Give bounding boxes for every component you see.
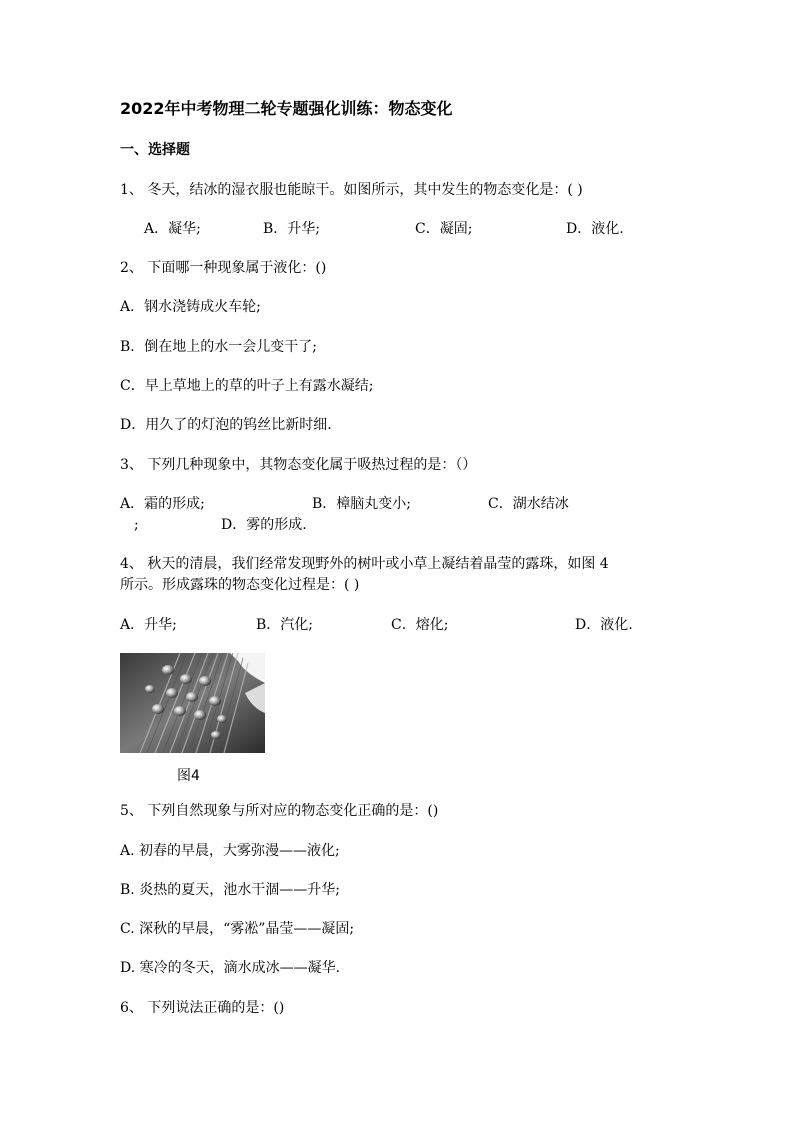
question-3-option-a: A．霜的形成; [120,496,205,512]
document-title: 2022年中考物理二轮专题强化训练：物态变化 [120,99,453,118]
question-5-option-c: C. 深秋的早晨，“雾凇”晶莹——凝固; [120,921,355,937]
question-3-option-b: B．樟脑丸变小; [312,496,412,512]
question-2-option-c: C．早上草地上的草的叶子上有露水凝结; [120,378,374,394]
question-2-option-d: D．用久了的灯泡的钨丝比新时细. [120,417,332,433]
figure-4-caption: 图4 [177,768,200,784]
dewdrops-photo [120,653,265,753]
question-4-option-c: C．熔化; [391,617,449,633]
question-5-option-b: B. 炎热的夏天，池水干涸——升华; [120,882,340,898]
question-3-option-c: C．湖水结冰 [488,496,569,512]
question-1-option-a: A．凝华; [144,221,201,237]
question-1-option-b: B．升华; [263,221,321,237]
question-4-option-b: B．汽化; [256,617,314,633]
question-1-option-d: D．液化. [566,221,624,237]
question-6-stem: 6、 下列说法正确的是：() [120,1000,285,1016]
question-4-option-d: D．液化. [575,617,633,633]
question-5-option-a: A. 初春的早晨，大雾弥漫——液化; [120,843,340,859]
question-2-option-b: B．倒在地上的水一会儿变干了; [120,339,318,355]
question-2-stem: 2、 下面哪一种现象属于液化：() [120,260,327,276]
question-4-stem-line-2: 所示。形成露珠的物态变化过程是：( ) [120,577,360,593]
question-4-option-a: A．升华; [120,617,177,633]
question-5-stem: 5、 下列自然现象与所对应的物态变化正确的是：() [120,803,439,819]
question-4-stem-line-1: 4、 秋天的清晨，我们经常发现野外的树叶或小草上凝结着晶莹的露珠，如图 4 [120,556,609,572]
question-2-option-a: A．钢水浇铸成火车轮; [120,299,261,315]
question-5-option-d: D. 寒冷的冬天，滴水成冰——凝华. [120,960,341,976]
question-3-stem: 3、 下列几种现象中，其物态变化属于吸热过程的是：（） [120,457,477,473]
question-1-option-c: C．凝固; [415,221,473,237]
question-1-stem: 1、 冬天，结冰的湿衣服也能晾干。如图所示，其中发生的物态变化是：( ) [120,182,583,198]
section-heading: 一、选择题 [120,142,190,158]
question-3-option-d: D．雾的形成. [221,517,307,533]
question-3-option-c-tail: ; [134,517,139,533]
